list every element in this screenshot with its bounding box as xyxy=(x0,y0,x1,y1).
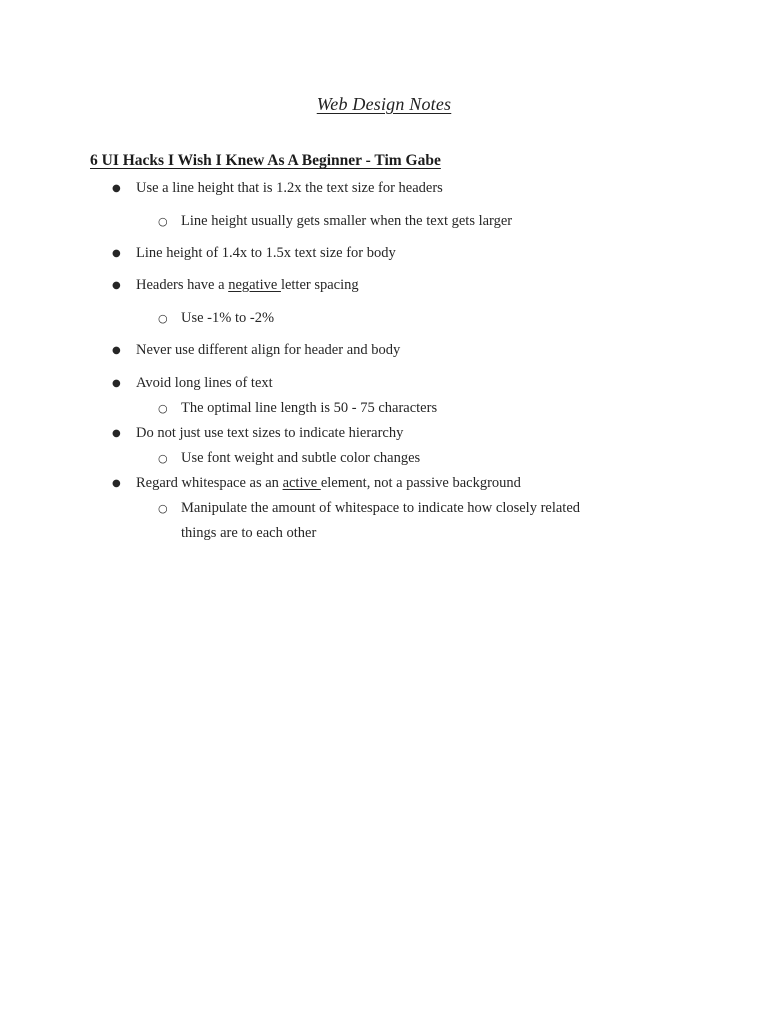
bullet-disc-icon: ● xyxy=(112,183,121,194)
list-item: Never use different align for header and body xyxy=(136,342,401,358)
list-item: The optimal line length is 50 - 75 characters xyxy=(181,400,438,416)
list-item: Use -1% to -2% xyxy=(181,310,275,326)
list-item-text: Headers have a xyxy=(136,277,229,293)
bullet-disc-icon: ● xyxy=(112,248,121,259)
list-item: Manipulate the amount of whitespace to indicate how closely related xyxy=(181,500,581,516)
list-item: Use font weight and subtle color changes xyxy=(181,450,421,466)
list-item-continuation: things are to each other xyxy=(181,525,317,541)
bullet-disc-icon: ● xyxy=(112,428,121,439)
bullet-disc-icon: ● xyxy=(112,478,121,489)
list-item: Line height of 1.4x to 1.5x text size for body xyxy=(136,245,396,261)
list-item-text: letter spacing xyxy=(280,277,359,293)
list-item: Do not just use text sizes to indicate hierarchy xyxy=(136,425,404,441)
underlined-word: negative xyxy=(228,277,281,293)
bullet-disc-icon: ● xyxy=(112,280,121,291)
list-item xyxy=(136,275,359,295)
section-heading: 6 UI Hacks I Wish I Knew As A Beginner - Tim Gabe xyxy=(90,152,441,169)
list-item: Line height usually gets smaller when the text gets larger xyxy=(181,213,513,229)
list-item: Avoid long lines of text xyxy=(136,375,273,391)
bullet-circle-icon: ○ xyxy=(158,452,168,465)
bullet-circle-icon: ○ xyxy=(158,215,168,228)
underlined-word: active xyxy=(282,475,321,491)
bullet-circle-icon: ○ xyxy=(158,402,168,415)
bullet-circle-icon: ○ xyxy=(158,502,168,515)
list-item-text: Regard whitespace as an xyxy=(136,475,283,491)
bullet-disc-icon: ● xyxy=(112,345,121,356)
list-item-text: element, not a passive background xyxy=(320,475,521,491)
list-item: Use a line height that is 1.2x the text size for headers xyxy=(136,180,443,196)
bullet-disc-icon: ● xyxy=(112,378,121,389)
bullet-circle-icon: ○ xyxy=(158,312,168,325)
list-item xyxy=(136,473,521,493)
document-title: Web Design Notes xyxy=(316,94,452,114)
